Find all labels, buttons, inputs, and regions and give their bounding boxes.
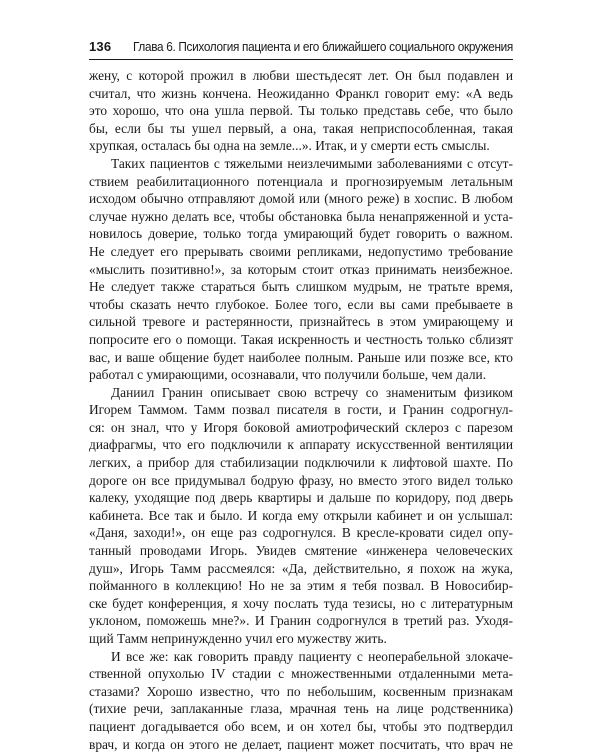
text-line: Не следует также стараться быть слишком мудрым, не тратьте время, xyxy=(89,279,513,295)
text-line: ственной опухолью IV стадии с множественными отдаленными мета- xyxy=(89,666,513,682)
text-line: «мыслить позитивно!», за которым стоит отказ принимать неизбежное. xyxy=(89,261,513,277)
text-line: дороге он все придумывал бодрую фразу, но вместо этого видел только xyxy=(89,472,513,488)
text-line: легких, а прибор для стабилизации подключили к лифтовой шахте. По xyxy=(89,455,513,471)
text-line: чтобы сказать нечто глубокое. Более того, если вы сами пребываете в xyxy=(89,296,513,312)
text-line: хрупкая, осталась бы одна на земле...». Итак, и у смерти есть смыслы. xyxy=(89,138,490,154)
text-line: ся: он знал, что у Игоря боковой амиотрофический склероз с парезом xyxy=(89,419,513,435)
text-line: пойманного в коллекцию! Но не за этим я тебя позвал. В Новосибир- xyxy=(89,578,513,594)
text-line: бы, если бы ты ушел первый, а она, такая неприспособленная, такая xyxy=(89,120,513,136)
paragraph xyxy=(89,155,513,384)
text-line: жену, с которой прожил в любви шестьдесят лет. Он был подавлен и xyxy=(89,68,513,83)
page-number: 136 xyxy=(89,39,112,54)
header-rule xyxy=(89,59,513,60)
text-line: пациент догадывается обо всем, и он хотел бы, чтобы это подтвердил xyxy=(89,718,513,734)
paragraph xyxy=(89,648,513,753)
paragraph xyxy=(89,67,513,155)
text-line: танный проводами Игорь. Увидев смятение «инженера человеческих xyxy=(89,543,513,559)
text-line: «Даня, заходи!», он еще раз содрогнулся. В кресле-кровати сидел опу- xyxy=(89,525,513,541)
text-line: кабинета. Все так и было. И когда ему открыли кабинет и он услышал: xyxy=(89,507,513,523)
text-line: стазами? Хорошо известно, что по небольшим, косвенным признакам xyxy=(89,683,513,699)
text-line: калеку, уходящие под дверь квартиры и дальше по коридору, под дверь xyxy=(89,490,513,506)
text-line: считал, что жизнь кончена. Неожиданно Франкл говорит ему: «А ведь xyxy=(89,85,513,101)
text-line: работал с умирающими, осознавали, что получили больше, чем дали. xyxy=(89,367,487,383)
text-line: душ», Игорь Тамм рассмеялся: «Да, действительно, я похож на жука, xyxy=(89,560,513,576)
body-text xyxy=(89,67,513,753)
text-line: И все же: как говорить правду пациенту с неоперабельной злокаче- xyxy=(111,648,513,664)
paragraph xyxy=(89,384,513,648)
text-line: Таких пациентов с тяжелыми неизлечимыми заболеваниями с отсут- xyxy=(111,155,513,171)
text-line: Даниил Гранин описывает свою встречу со знаменитым физиком xyxy=(111,384,513,400)
text-line: (тихие речи, заплаканные глаза, мрачная тень на лице родственника) xyxy=(89,701,513,717)
text-line: ствием реабилитационного потенциала и прогнозируемым летальным xyxy=(89,173,513,189)
text-line: уклоном, поможешь мне?». И Гранин содрогнулся в третий раз. Уходя- xyxy=(89,613,513,629)
text-line: вас, и ваше общение будет наиболее полным. Раньше или позже все, кто xyxy=(89,349,513,365)
text-line: случае нужно делать все, чтобы обстановка была ненапряженной и уста- xyxy=(89,208,513,224)
text-line: щий Тамм непринужденно учил его мужеству жить. xyxy=(89,631,387,646)
text-line: сильной тревоге и растерянности, признайтесь в этом умирающему и xyxy=(89,314,513,330)
running-head xyxy=(89,37,513,57)
text-line: диафрагмы, что его подключили к аппарату искусственной вентиляции xyxy=(89,437,513,453)
text-line: это хорошо, что она ушла первой. Ты только представь себе, что было xyxy=(89,103,513,119)
text-line: исходом обычно отправляют домой или (много реже) в хоспис. В любом xyxy=(89,191,513,207)
text-line: новилось доверие, только тогда умирающий будет говорить о важном. xyxy=(89,226,513,242)
text-line: Игорем Таммом. Тамм позвал писателя в гости, и Гранин содрогнул- xyxy=(89,402,513,418)
text-line: Не следует его прерывать своими репликами, недопустимо требование xyxy=(89,243,513,259)
text-line: ске будет конференция, я хочу послать туда тезисы, но с литературным xyxy=(89,595,513,611)
chapter-title: Глава 6. Психология пациента и его ближайшего социального окружения xyxy=(133,39,513,54)
text-line: попросите его о помощи. Такая искренность и честность только сблизят xyxy=(89,331,513,347)
text-line: врач, и когда он этого не делает, пациент может посчитать, что врач не xyxy=(89,736,513,752)
